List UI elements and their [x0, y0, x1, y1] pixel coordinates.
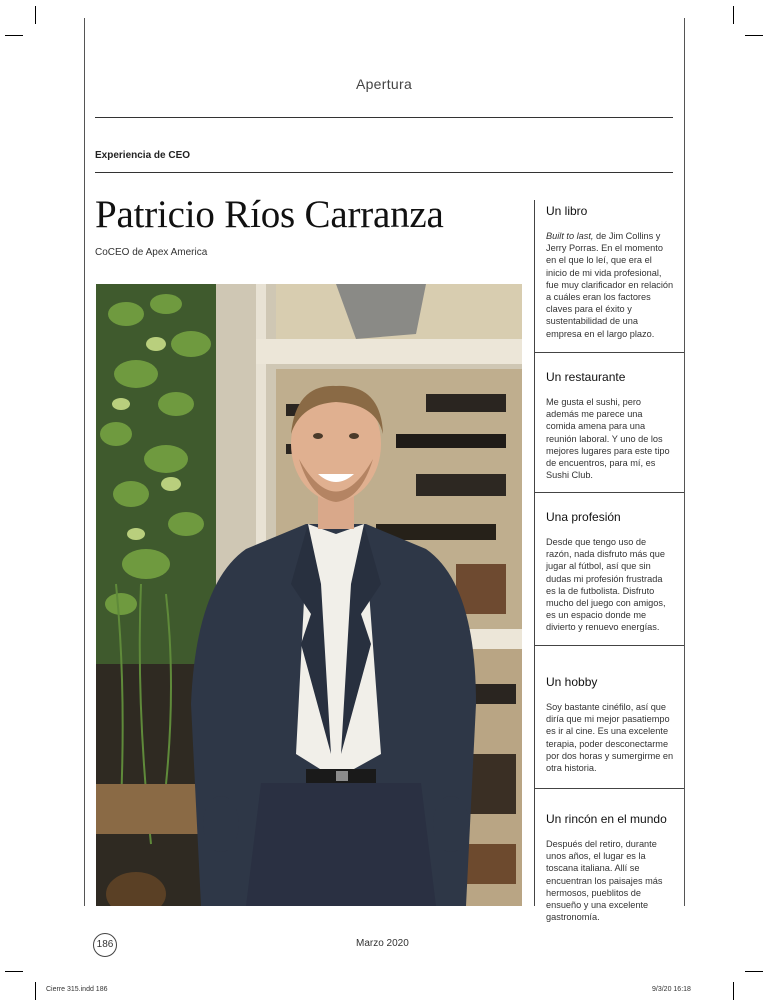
print-slug-file: Cierre 315.indd 186 — [46, 986, 108, 993]
box-divider — [534, 492, 684, 493]
page-border-left — [84, 18, 85, 906]
crop-mark — [35, 6, 36, 24]
crop-mark — [745, 971, 763, 972]
box-text: Me gusta el sushi, pero además me parece una comida amena para una reunión laboral. Y uno de los mejores lugares para este tipo de encuentros, para mí, es Sushi Club. — [546, 397, 670, 481]
box-title: Una profesión — [546, 510, 621, 524]
crop-mark — [5, 971, 23, 972]
divider — [95, 172, 673, 173]
crop-mark — [5, 35, 23, 36]
divider — [95, 117, 673, 118]
box-divider — [534, 352, 684, 353]
sidebar-box-restaurant — [546, 370, 674, 481]
box-title: Un hobby — [546, 675, 598, 689]
sidebar-box-place — [546, 812, 674, 923]
crop-mark — [35, 982, 36, 1000]
box-title: Un restaurante — [546, 370, 626, 384]
sidebar-box-hobby — [546, 675, 674, 774]
box-title: Un rincón en el mundo — [546, 812, 667, 826]
box-text: Desde que tengo uso de razón, nada disfruto más que jugar al fútbol, así que sin dudas mi profesión frustrada es la de futbolista. Disfruto mucho del juego con amigos, es un espacio donde me divierto y renuevo energías. — [546, 537, 666, 633]
page-border-right — [684, 18, 685, 906]
box-divider — [534, 788, 684, 789]
crop-mark — [733, 6, 734, 24]
sidebar-box-book — [546, 204, 674, 340]
section-title: Apertura — [355, 76, 413, 92]
box-text: Soy bastante cinéfilo, así que diría que mi mejor pasatiempo es ir al cine. Es una excelente terapia, poder desconectarme por dos horas y sumergirme en otra historia. — [546, 702, 674, 774]
book-title: Built to last, — [546, 231, 594, 241]
kicker: Experiencia de CEO — [95, 150, 191, 161]
box-text: Built to last, de Jim Collins y Jerry Porras. En el momento en el que lo leí, que era el inicio de mi vida profesional, fue muy clarificador en relación a cuáles eran los factores claves para el éxito y sustentabilidad de una empresa en el largo plazo. — [546, 231, 674, 339]
box-text: Después del retiro, durante unos años, el lugar es la toscana italiana. Allí se encuentran los paisajes más hermosos, pueblitos de ensueño y una excelente gastronomía. — [546, 839, 663, 923]
issue-date: Marzo 2020 — [356, 938, 409, 949]
sidebar-box-profession — [546, 510, 674, 634]
crop-mark — [733, 982, 734, 1000]
box-divider — [534, 645, 684, 646]
box-title: Un libro — [546, 204, 588, 218]
print-slug-date: 9/3/20 16:18 — [652, 986, 691, 993]
sidebar-border — [534, 200, 535, 906]
portrait-photo — [96, 284, 522, 906]
profile-role: CoCEO de Apex America — [95, 247, 208, 258]
page-number: 186 — [93, 933, 117, 957]
crop-mark — [745, 35, 763, 36]
profile-name: Patricio Ríos Carranza — [95, 193, 444, 236]
